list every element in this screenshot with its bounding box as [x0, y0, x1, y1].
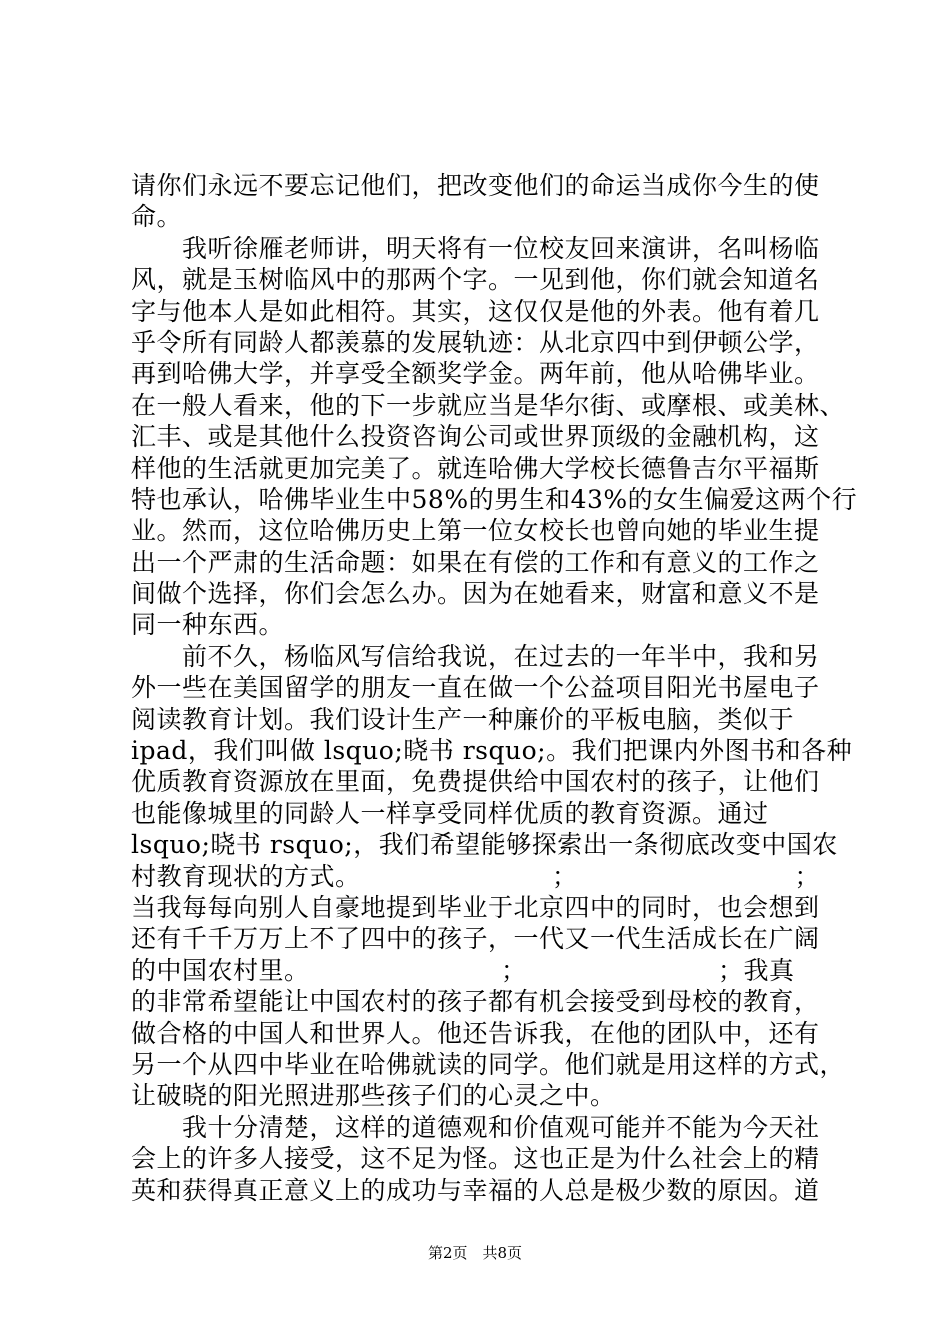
text-line: 我十分清楚，这样的道德观和价值观可能并不能为今天社: [131, 1112, 820, 1142]
text-line: 前不久，杨临风写信给我说，在过去的一年半中，我和另: [131, 641, 820, 671]
text-line: 村教育现状的方式。 ； ；: [131, 861, 821, 891]
text-line: 间做个选择，你们会怎么办。因为在她看来，财富和意义不是: [131, 579, 820, 609]
text-line: 请你们永远不要忘记他们，把改变他们的命运当成你今生的使: [131, 171, 820, 200]
text-line: 风，就是玉树临风中的那两个字。一见到他，你们就会知道名: [131, 265, 820, 295]
text-line: 让破晓的阳光照进那些孩子们的心灵之中。: [131, 1081, 616, 1111]
text-line: 在一般人看来，他的下一步就应当是华尔街、或摩根、或美林、: [131, 390, 846, 420]
text-line: 命。: [131, 202, 183, 232]
text-line: ipad，我们叫做 lsquo;晓书 rsquo;。我们把课内外图书和各种: [131, 736, 853, 766]
text-line: 再到哈佛大学，并享受全额奖学金。两年前，他从哈佛毕业。: [131, 359, 820, 389]
text-line: 乎令所有同龄人都羡慕的发展轨迹：从北京四中到伊顿公学，: [131, 327, 820, 357]
text-line: 也能像城里的同龄人一样享受同样优质的教育资源。通过: [131, 798, 769, 828]
text-line: 特也承认，哈佛毕业生中58%的男生和43%的女生偏爱这两个行: [131, 484, 858, 514]
text-line: 业。然而，这位哈佛历史上第一位女校长也曾向她的毕业生提: [131, 516, 820, 546]
text-line: 我听徐雁老师讲，明天将有一位校友回来演讲，名叫杨临: [131, 233, 820, 263]
text-line: 另一个从四中毕业在哈佛就读的同学。他们就是用这样的方式，: [131, 1049, 846, 1079]
text-line: 样他的生活就更加完美了。就连哈佛大学校长德鲁吉尔平福斯: [131, 453, 820, 483]
text-line: 同一种东西。: [131, 610, 285, 640]
text-line: 字与他本人是如此相符。其实，这仅仅是他的外表。他有着几: [131, 296, 820, 326]
text-line: 会上的许多人接受，这不足为怪。这也正是为什么社会上的精: [131, 1144, 820, 1174]
text-line: lsquo;晓书 rsquo;，我们希望能够探索出一条彻底改变中国农: [131, 830, 838, 860]
text-line: 汇丰、或是其他什么投资咨询公司或世界顶级的金融机构，这: [131, 422, 820, 452]
text-line: 当我每每向别人自豪地提到毕业于北京四中的同时，也会想到: [131, 892, 820, 922]
text-line: 优质教育资源放在里面，免费提供给中国农村的孩子，让他们: [131, 767, 820, 797]
text-line: 的中国农村里。 ； ；我真: [131, 955, 795, 985]
text-line: 做合格的中国人和世界人。他还告诉我，在他的团队中，还有: [131, 1018, 820, 1048]
text-line: 还有千千万万上不了四中的孩子，一代又一代生活成长在广阔: [131, 924, 820, 954]
text-line: 阅读教育计划。我们设计生产一种廉价的平板电脑，类似于: [131, 704, 795, 734]
text-line: 出一个严肃的生活命题：如果在有偿的工作和有意义的工作之: [131, 547, 820, 577]
page-footer: 第2页 共8页: [427, 1244, 523, 1262]
document-body: [131, 170, 858, 1206]
text-line: 的非常希望能让中国农村的孩子都有机会接受到母校的教育，: [131, 987, 820, 1017]
text-line: 外一些在美国留学的朋友一直在做一个公益项目阳光书屋电子: [131, 673, 820, 703]
text-line: 英和获得真正意义上的成功与幸福的人总是极少数的原因。道: [131, 1175, 820, 1205]
